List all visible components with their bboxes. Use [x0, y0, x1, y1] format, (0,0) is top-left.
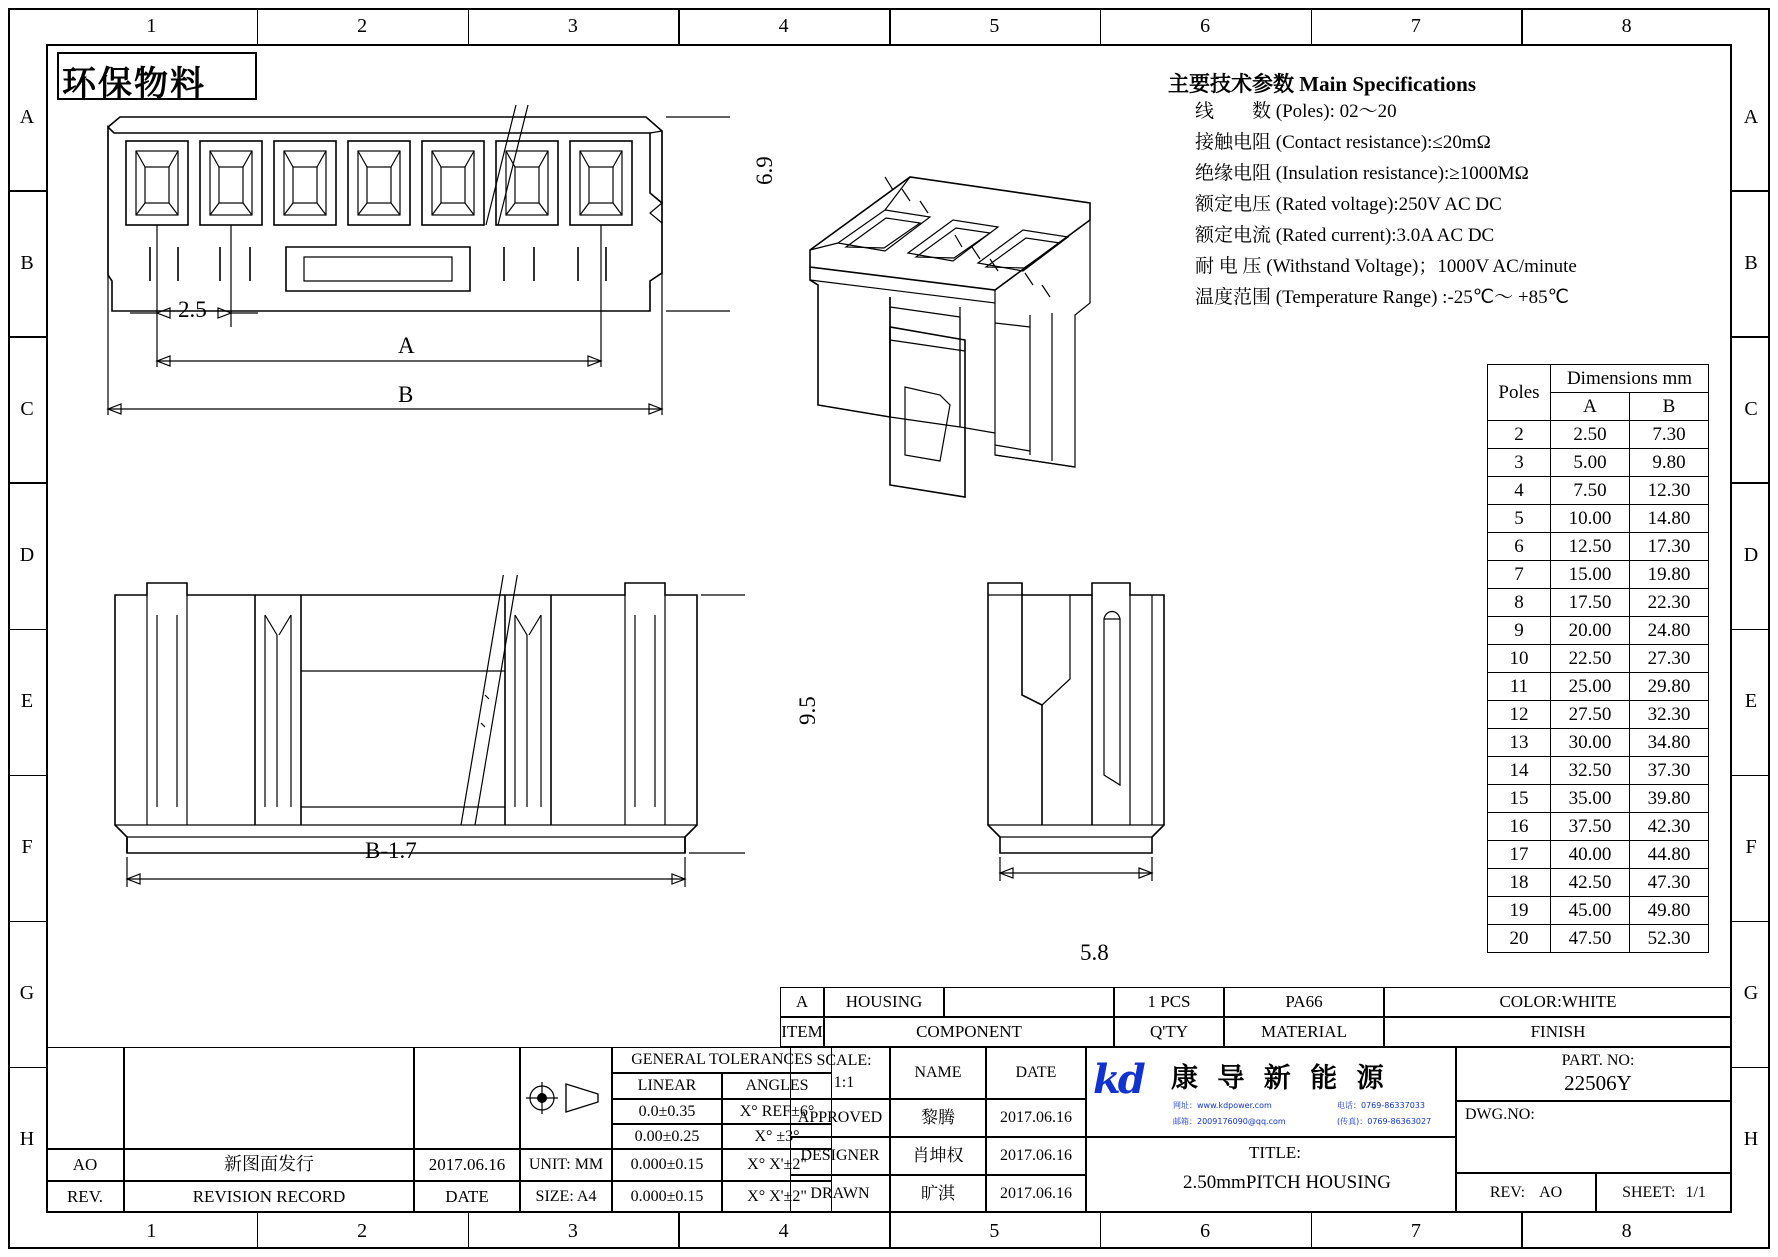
dim-b-value: 52.30	[1630, 925, 1709, 953]
dim-b-value: 7.30	[1630, 421, 1709, 449]
table-row	[1488, 645, 1709, 673]
projection-symbol-cell	[520, 1047, 612, 1149]
table-row	[1488, 533, 1709, 561]
zone-col-top-6: 6	[1200, 14, 1211, 37]
table-row	[1488, 449, 1709, 477]
zone-divider	[1732, 775, 1770, 777]
sheet-value: 1/1	[1685, 1184, 1706, 1202]
revision-date-blank	[414, 1047, 520, 1149]
company-logo-mark: kd	[1093, 1056, 1143, 1103]
dim-width-5-8: 5.8	[1080, 940, 1109, 965]
poles-count: 13	[1488, 729, 1551, 757]
zone-divider	[1732, 336, 1770, 338]
spec-line-1: 接触电阻 (Contact resistance):≤20mΩ	[1195, 132, 1491, 153]
table-row	[1488, 421, 1709, 449]
tolerance-linear-header: LINEAR	[612, 1073, 722, 1099]
zone-divider	[889, 1213, 891, 1249]
poles-count: 4	[1488, 477, 1551, 505]
dim-b-header: B	[1630, 393, 1709, 421]
zone-divider	[1311, 1213, 1313, 1249]
poles-count: 17	[1488, 841, 1551, 869]
poles-header: Poles	[1488, 365, 1551, 421]
zone-divider	[1311, 8, 1313, 44]
zone-col-bottom-3: 3	[567, 1219, 578, 1242]
table-row	[1488, 701, 1709, 729]
zone-divider	[1732, 190, 1770, 192]
zone-col-top-8: 8	[1621, 14, 1632, 37]
dim-a-value: 47.50	[1551, 925, 1630, 953]
zone-divider	[8, 629, 46, 631]
zone-row-right-G: G	[1743, 982, 1759, 1005]
sheet-cell	[1596, 1173, 1732, 1213]
component-label: COMPONENT	[824, 1017, 1114, 1047]
table-row	[1488, 673, 1709, 701]
zone-row-right-F: F	[1745, 836, 1757, 859]
zone-divider	[8, 482, 46, 484]
dim-a-value: 5.00	[1551, 449, 1630, 477]
spec-line-6: 温度范围 (Temperature Range) :-25℃～ +85℃	[1195, 287, 1569, 308]
table-row	[1488, 813, 1709, 841]
rev-row-date: 2017.06.16	[414, 1149, 520, 1181]
poles-count: 3	[1488, 449, 1551, 477]
zone-row-right-B: B	[1744, 251, 1758, 274]
dim-a-value: 35.00	[1551, 785, 1630, 813]
dim-a-value: 22.50	[1551, 645, 1630, 673]
item-qty-value: 1 PCS	[1114, 987, 1224, 1017]
table-row	[1488, 785, 1709, 813]
poles-count: 12	[1488, 701, 1551, 729]
finish-label: FINISH	[1384, 1017, 1732, 1047]
tolerance-angle-1: X° ±3°	[722, 1124, 832, 1149]
dim-a-value: 15.00	[1551, 561, 1630, 589]
approved-date: 2017.06.16	[986, 1099, 1086, 1137]
approved-label: APPROVED	[790, 1099, 890, 1137]
tolerance-angle-3: X° X'±2"	[722, 1181, 832, 1213]
zone-row-right-A: A	[1743, 105, 1759, 128]
poles-count: 9	[1488, 617, 1551, 645]
spec-line-2: 绝缘电阻 (Insulation resistance):≥1000MΩ	[1195, 163, 1529, 184]
company-website: 网址：www.kdpower.com	[1173, 1101, 1272, 1110]
poles-count: 14	[1488, 757, 1551, 785]
scale-label: SCALE:	[816, 1052, 872, 1069]
dim-a-value: 32.50	[1551, 757, 1630, 785]
table-row	[1488, 617, 1709, 645]
general-tolerances-header: GENERAL TOLERANCES	[612, 1047, 832, 1073]
tolerance-linear-1: 0.00±0.25	[612, 1124, 722, 1149]
zone-row-right-C: C	[1744, 397, 1758, 420]
dim-height-9-5: 9.5	[795, 696, 820, 725]
dim-b-value: 47.30	[1630, 869, 1709, 897]
dim-a-value: 42.50	[1551, 869, 1630, 897]
poles-count: 15	[1488, 785, 1551, 813]
side-view-dimensions	[980, 575, 1210, 895]
poles-count: 18	[1488, 869, 1551, 897]
zone-divider	[8, 921, 46, 923]
table-row	[1488, 757, 1709, 785]
drawn-label: DRAWN	[790, 1175, 890, 1213]
dim-b-value: 22.30	[1630, 589, 1709, 617]
zone-col-bottom-4: 4	[778, 1219, 789, 1242]
company-tel: 电话：0769-86337033	[1337, 1101, 1425, 1110]
company-logo-block	[1086, 1047, 1456, 1137]
zone-row-left-A: A	[19, 105, 35, 128]
zone-divider	[8, 775, 46, 777]
zone-row-left-C: C	[20, 397, 34, 420]
poles-count: 8	[1488, 589, 1551, 617]
dim-b-label: B	[398, 382, 414, 407]
zone-divider	[8, 1067, 46, 1069]
zone-row-left-G: G	[19, 982, 35, 1005]
tolerance-linear-2: 0.000±0.15	[612, 1149, 722, 1181]
dwgno-cell	[1456, 1101, 1732, 1173]
zone-row-left-F: F	[21, 836, 33, 859]
dim-b-value: 29.80	[1630, 673, 1709, 701]
partno-label: PART. NO:	[1561, 1052, 1635, 1069]
poles-count: 10	[1488, 645, 1551, 673]
dim-b-value: 17.30	[1630, 533, 1709, 561]
table-row	[1488, 841, 1709, 869]
spec-title: 主要技术参数 Main Specifications	[1168, 72, 1476, 96]
dim-b-value: 9.80	[1630, 449, 1709, 477]
zone-divider	[889, 8, 891, 44]
dim-pitch-2-5: 2.5	[178, 297, 207, 322]
dim-a-value: 30.00	[1551, 729, 1630, 757]
isometric-view	[790, 155, 1170, 555]
zone-col-top-2: 2	[357, 14, 368, 37]
rev-col-label: REV.	[46, 1181, 124, 1213]
table-row	[1488, 897, 1709, 925]
dim-a-value: 10.00	[1551, 505, 1630, 533]
tolerance-linear-0: 0.0±0.35	[612, 1099, 722, 1124]
poles-count: 7	[1488, 561, 1551, 589]
zone-row-left-D: D	[19, 543, 35, 566]
spec-line-3: 额定电压 (Rated voltage):250V AC DC	[1195, 194, 1502, 215]
zone-col-bottom-6: 6	[1200, 1219, 1211, 1242]
drawn-name: 旷淇	[890, 1175, 986, 1213]
dim-a-value: 2.50	[1551, 421, 1630, 449]
dim-b-value: 32.30	[1630, 701, 1709, 729]
dim-b-value: 37.30	[1630, 757, 1709, 785]
rev-cell	[1456, 1173, 1596, 1213]
revision-date-label: DATE	[414, 1181, 520, 1213]
dim-b-value: 39.80	[1630, 785, 1709, 813]
item-blank-cell	[944, 987, 1114, 1017]
zone-divider	[1732, 1067, 1770, 1069]
rev-label: REV:	[1489, 1184, 1526, 1202]
zone-row-left-H: H	[19, 1128, 35, 1151]
zone-divider	[1100, 1213, 1102, 1249]
zone-divider	[257, 8, 259, 44]
zone-col-bottom-2: 2	[357, 1219, 368, 1242]
zone-divider	[1732, 629, 1770, 631]
scale-cell	[790, 1047, 890, 1099]
zone-col-bottom-8: 8	[1621, 1219, 1632, 1242]
sheet-label: SHEET:	[1622, 1184, 1676, 1202]
zone-col-bottom-1: 1	[146, 1219, 157, 1242]
scale-value: 1:1	[833, 1073, 855, 1091]
dim-a-value: 45.00	[1551, 897, 1630, 925]
zone-row-right-H: H	[1743, 1128, 1759, 1151]
poles-count: 6	[1488, 533, 1551, 561]
zone-divider	[678, 1213, 680, 1249]
unit-label: UNIT: MM	[520, 1149, 612, 1181]
zone-col-top-5: 5	[989, 14, 1000, 37]
spec-line-4: 额定电流 (Rated current):3.0A AC DC	[1195, 225, 1495, 246]
table-row	[1488, 589, 1709, 617]
poles-count: 5	[1488, 505, 1551, 533]
dim-a-value: 25.00	[1551, 673, 1630, 701]
title-value: 2.50mmPITCH HOUSING	[1183, 1171, 1391, 1193]
poles-count: 19	[1488, 897, 1551, 925]
title-cell	[1086, 1137, 1456, 1213]
item-label: ITEM	[780, 1017, 824, 1047]
dim-b-value: 42.30	[1630, 813, 1709, 841]
dim-b-value: 24.80	[1630, 617, 1709, 645]
zone-row-right-D: D	[1743, 543, 1759, 566]
spec-list	[1195, 96, 1577, 313]
partno-value: 22506Y	[1564, 1070, 1632, 1095]
revision-desc-blank	[124, 1047, 414, 1149]
material-label: MATERIAL	[1224, 1017, 1384, 1047]
dim-b-minus-1-7: B-1.7	[365, 838, 417, 863]
company-mail: 邮箱：2009176090@qq.com	[1173, 1117, 1286, 1126]
dimensions-header: Dimensions mm	[1551, 365, 1709, 393]
dim-b-value: 49.80	[1630, 897, 1709, 925]
item-material-value: PA66	[1224, 987, 1384, 1017]
bottom-view-dimensions	[105, 575, 745, 895]
poles-count: 20	[1488, 925, 1551, 953]
dim-b-value: 14.80	[1630, 505, 1709, 533]
zone-divider	[678, 8, 680, 44]
poles-count: 11	[1488, 673, 1551, 701]
dim-height-6-9: 6.9	[752, 156, 777, 185]
table-row	[1488, 869, 1709, 897]
rev-blank-top	[46, 1047, 124, 1149]
title-label: TITLE:	[1249, 1143, 1301, 1162]
dim-b-value: 19.80	[1630, 561, 1709, 589]
zone-row-left-B: B	[20, 251, 34, 274]
table-row	[1488, 477, 1709, 505]
revision-record-label: REVISION RECORD	[124, 1181, 414, 1213]
poles-count: 16	[1488, 813, 1551, 841]
rev-row-desc: 新图面发行	[124, 1149, 414, 1181]
zone-divider	[257, 1213, 259, 1249]
rev-row-value: AO	[46, 1149, 124, 1181]
dim-a-value: 20.00	[1551, 617, 1630, 645]
size-label: SIZE: A4	[520, 1181, 612, 1213]
dim-b-value: 12.30	[1630, 477, 1709, 505]
zone-divider	[8, 336, 46, 338]
designer-name: 肖坤权	[890, 1137, 986, 1175]
item-finish-value: COLOR:WHITE	[1384, 987, 1732, 1017]
item-housing-cell: HOUSING	[824, 987, 944, 1017]
tolerance-linear-3: 0.000±0.15	[612, 1181, 722, 1213]
table-row	[1488, 925, 1709, 953]
dim-a-value: 27.50	[1551, 701, 1630, 729]
zone-col-top-3: 3	[567, 14, 578, 37]
date-header: DATE	[986, 1047, 1086, 1099]
dim-a-label: A	[398, 333, 415, 358]
dim-b-value: 44.80	[1630, 841, 1709, 869]
rev-value: AO	[1539, 1184, 1563, 1202]
first-angle-projection-icon	[522, 1078, 610, 1118]
eco-stamp: 环保物料	[62, 64, 206, 104]
table-row	[1488, 561, 1709, 589]
spec-line-5: 耐 电 压 (Withstand Voltage)；1000V AC/minute	[1195, 256, 1577, 277]
zone-divider	[468, 8, 470, 44]
zone-row-right-E: E	[1744, 690, 1758, 713]
name-header: NAME	[890, 1047, 986, 1099]
designer-date: 2017.06.16	[986, 1137, 1086, 1175]
dim-a-value: 40.00	[1551, 841, 1630, 869]
dim-a-value: 7.50	[1551, 477, 1630, 505]
tolerance-angle-2: X° X'±2"	[722, 1149, 832, 1181]
poles-count: 2	[1488, 421, 1551, 449]
item-rev-cell: A	[780, 987, 824, 1017]
dim-b-value: 27.30	[1630, 645, 1709, 673]
zone-divider	[468, 1213, 470, 1249]
poles-dimensions-table	[1487, 364, 1709, 953]
eco-stamp-box	[57, 52, 257, 100]
qty-label: Q'TY	[1114, 1017, 1224, 1047]
tolerance-angles-header: ANGLES	[722, 1073, 832, 1099]
zone-col-top-1: 1	[146, 14, 157, 37]
company-name-cn: 康 导 新 能 源	[1171, 1063, 1389, 1094]
spec-line-0: 线 数 (Poles): 02～20	[1195, 101, 1397, 122]
zone-col-bottom-7: 7	[1410, 1219, 1421, 1242]
dwgno-label: DWG.NO:	[1465, 1106, 1535, 1123]
zone-col-bottom-5: 5	[989, 1219, 1000, 1242]
dim-a-value: 17.50	[1551, 589, 1630, 617]
tolerance-angle-0: X° REF±6°	[722, 1099, 832, 1124]
zone-col-top-4: 4	[778, 14, 789, 37]
approved-name: 黎腾	[890, 1099, 986, 1137]
dim-b-value: 34.80	[1630, 729, 1709, 757]
table-row	[1488, 729, 1709, 757]
zone-divider	[1732, 482, 1770, 484]
drawn-date: 2017.06.16	[986, 1175, 1086, 1213]
table-row	[1488, 505, 1709, 533]
zone-divider	[8, 190, 46, 192]
partno-cell	[1456, 1047, 1732, 1101]
zone-col-top-7: 7	[1410, 14, 1421, 37]
dim-a-value: 37.50	[1551, 813, 1630, 841]
company-fax: (传真)：0769-86363027	[1337, 1117, 1432, 1126]
zone-divider	[1732, 921, 1770, 923]
zone-divider	[1521, 1213, 1523, 1249]
dim-a-header: A	[1551, 393, 1630, 421]
zone-row-left-E: E	[20, 690, 34, 713]
dim-a-value: 12.50	[1551, 533, 1630, 561]
zone-divider	[1100, 8, 1102, 44]
designer-label: DESIGNER	[790, 1137, 890, 1175]
zone-divider	[1521, 8, 1523, 44]
